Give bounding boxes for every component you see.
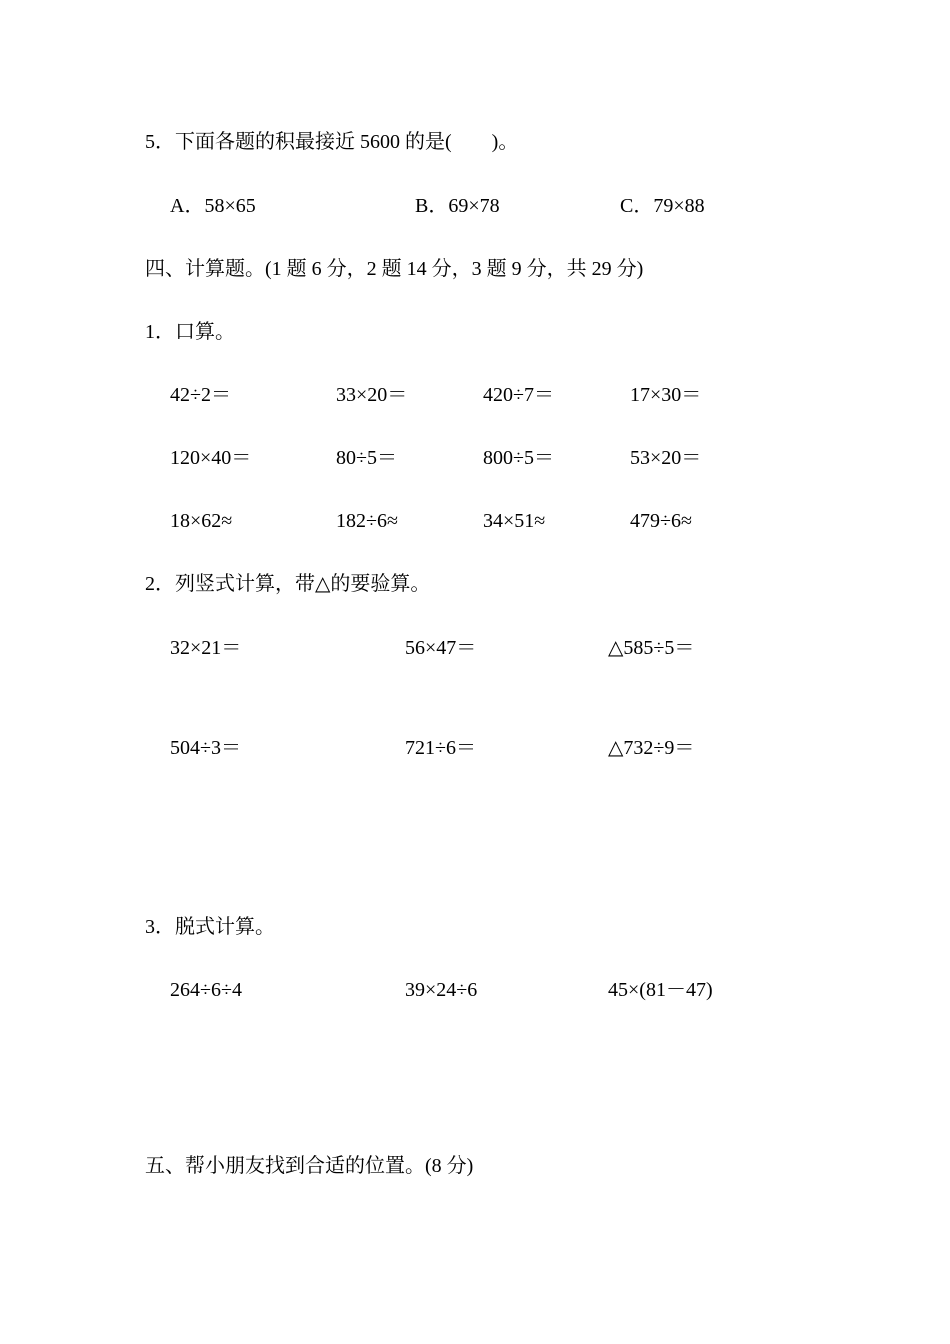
- question-5-option-a: A．58×65: [170, 195, 256, 217]
- part-1-title: 1．口算。: [145, 321, 235, 343]
- step-calc-2: 39×24÷6: [405, 979, 478, 1001]
- oral-calc-r1-c1: 42÷2＝: [170, 384, 231, 406]
- oral-calc-r2-c1: 120×40＝: [170, 447, 252, 469]
- oral-calc-r3-c4: 479÷6≈: [630, 510, 692, 532]
- oral-calc-r1-c4: 17×30＝: [630, 384, 702, 406]
- oral-calc-r2-c3: 800÷5＝: [483, 447, 554, 469]
- vertical-calc-r1-c3: △585÷5＝: [608, 637, 695, 659]
- step-calc-1: 264÷6÷4: [170, 979, 242, 1001]
- part-2-title: 2．列竖式计算，带△的要验算。: [145, 573, 431, 595]
- oral-calc-r1-c3: 420÷7＝: [483, 384, 554, 406]
- section-4-title: 四、计算题。(1 题 6 分，2 题 14 分，3 题 9 分，共 29 分): [145, 258, 644, 280]
- vertical-calc-r2-c3: △732÷9＝: [608, 737, 695, 759]
- oral-calc-r1-c2: 33×20＝: [336, 384, 408, 406]
- oral-calc-r3-c1: 18×62≈: [170, 510, 233, 532]
- vertical-calc-r1-c1: 32×21＝: [170, 637, 242, 659]
- step-calc-3: 45×(81－47): [608, 979, 713, 1001]
- vertical-calc-r2-c1: 504÷3＝: [170, 737, 241, 759]
- oral-calc-r2-c2: 80÷5＝: [336, 447, 397, 469]
- section-5-title: 五、帮小朋友找到合适的位置。(8 分): [145, 1155, 474, 1177]
- oral-calc-r3-c2: 182÷6≈: [336, 510, 398, 532]
- question-5-option-c: C．79×88: [620, 195, 705, 217]
- question-5-option-b: B．69×78: [415, 195, 500, 217]
- vertical-calc-r1-c2: 56×47＝: [405, 637, 477, 659]
- oral-calc-r3-c3: 34×51≈: [483, 510, 546, 532]
- oral-calc-r2-c4: 53×20＝: [630, 447, 702, 469]
- question-5-stem: 5．下面各题的积最接近 5600 的是( )。: [145, 131, 519, 153]
- vertical-calc-r2-c2: 721÷6＝: [405, 737, 476, 759]
- part-3-title: 3．脱式计算。: [145, 916, 275, 938]
